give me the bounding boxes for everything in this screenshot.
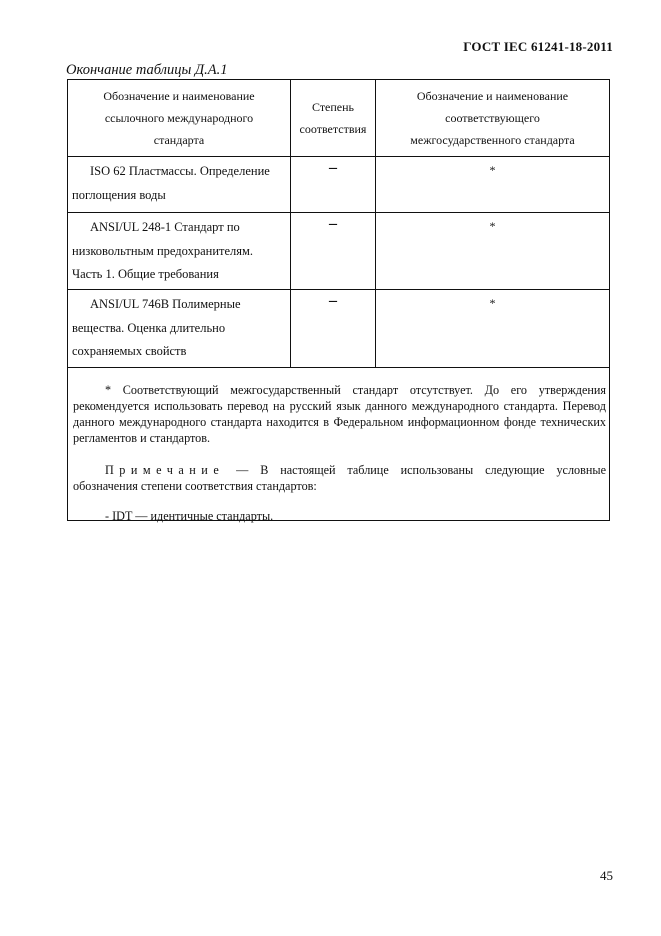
note-label: Примечание — [105, 463, 225, 477]
degree-value: – — [329, 292, 337, 309]
reference-line: ANSI/UL 248-1 Стандарт по — [90, 220, 240, 234]
header-line: соответствующего — [445, 111, 540, 125]
interstate-value: * — [489, 296, 496, 310]
correspondence-table — [67, 79, 610, 521]
footnote-text: * Соответствующий межгосударственный стандарт отсутствует. До его утверждения рекомендуется использовать перевод на русский язык данного международного стандарта. Перевод данного международного стандарта находится в Федеральном информационном фонде технических регламентов и стандартов. — [73, 383, 606, 445]
note-paragraph — [73, 462, 606, 494]
table-notes — [67, 367, 610, 521]
degree-value: – — [329, 159, 337, 176]
header-reference-standard — [68, 80, 290, 156]
reference-line: сохраняемых свойств — [72, 344, 187, 358]
table-row — [67, 213, 610, 290]
list-item: - IDT — идентичные стандарты. — [105, 509, 274, 523]
table-caption: Окончание таблицы Д.А.1 — [66, 62, 228, 78]
interstate-value: * — [489, 163, 496, 177]
degree-value: – — [329, 215, 337, 232]
reference-standard-cell — [68, 157, 290, 212]
reference-standard-cell — [68, 290, 290, 367]
interstate-standard-cell — [375, 157, 609, 212]
page-number: 45 — [600, 868, 613, 883]
reference-standard-cell — [68, 213, 290, 289]
reference-line: ISO 62 Пластмассы. Определение — [90, 164, 270, 178]
table-row — [67, 157, 610, 213]
note-text: — В настоящей таблице использованы следующие условные обозначения степени соответствия стандартов: — [73, 463, 606, 493]
reference-line: низковольтным предохранителям. — [72, 243, 254, 258]
header-line: межгосударственного стандарта — [410, 133, 575, 147]
header-line: ссылочного международного — [104, 111, 254, 125]
header-line: стандарта — [153, 133, 205, 147]
header-line: Степень — [311, 100, 355, 114]
degree-cell — [290, 213, 375, 289]
reference-line: Часть 1. Общие требования — [72, 267, 219, 281]
header-degree-of-conformity — [290, 80, 375, 156]
header-line: Обозначение и наименование — [103, 89, 255, 103]
interstate-value: * — [489, 219, 496, 233]
header-line: соответствия — [299, 122, 367, 136]
header-line: Обозначение и наименование — [416, 89, 569, 103]
header-interstate-standard — [375, 80, 609, 156]
degree-cell — [290, 290, 375, 367]
interstate-standard-cell — [375, 213, 609, 289]
degree-cell — [290, 157, 375, 212]
table-row — [67, 290, 610, 368]
interstate-standard-cell — [375, 290, 609, 367]
document-standard-code: ГОСТ IEC 61241-18-2011 — [463, 39, 613, 54]
reference-line: ANSI/UL 746B Полимерные — [90, 297, 241, 311]
table-header-row — [67, 79, 610, 157]
reference-line: вещества. Оценка длительно — [72, 320, 226, 335]
reference-line: поглощения воды — [72, 187, 166, 202]
